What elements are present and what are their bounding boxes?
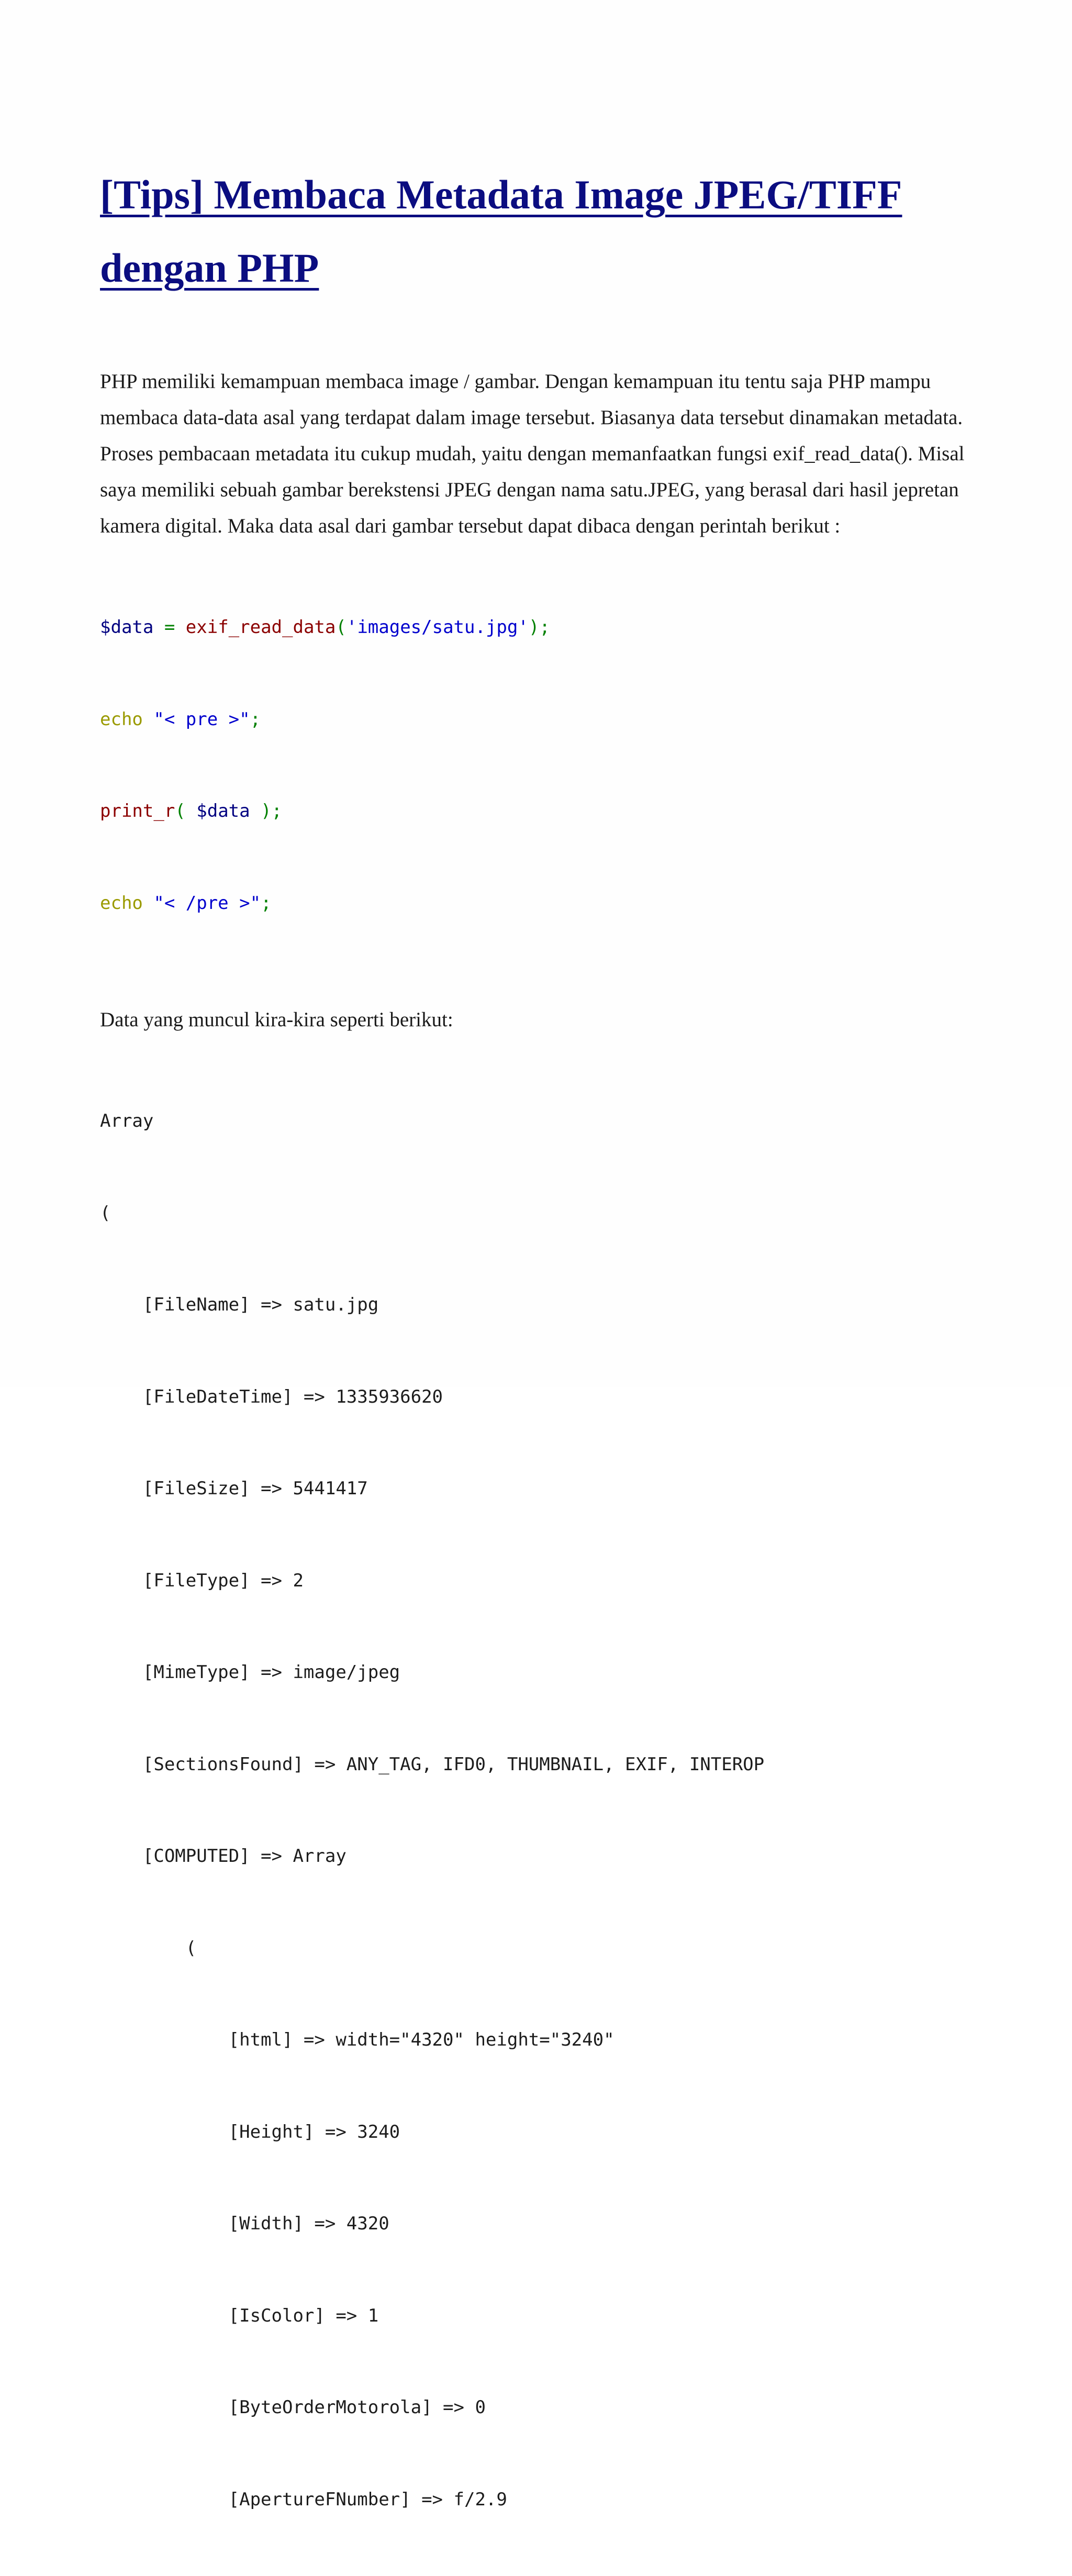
output-line: Array <box>100 1111 154 1131</box>
title-line-1: [Tips] Membaca Metadata Image JPEG/TIFF <box>100 172 902 217</box>
code-token: echo <box>100 708 143 730</box>
code-token: exif_read_data <box>185 617 336 638</box>
article-content <box>100 158 979 2576</box>
code-token: "< /pre >" <box>142 892 261 914</box>
php-code-block <box>100 551 979 980</box>
code-line-4 <box>100 888 979 919</box>
output-line: [SectionsFound] => ANY_TAG, IFD0, THUMBNAIL, EXIF, INTEROP <box>100 1753 765 1775</box>
output-line: [FileName] => satu.jpg <box>100 1294 379 1315</box>
output-line: ( <box>100 1937 197 1959</box>
code-token: $data <box>100 617 154 638</box>
output-line: [Height] => 3240 <box>100 2121 400 2142</box>
code-token: echo <box>100 892 143 914</box>
output-intro-text: Data yang muncul kira-kira seperti berikut: <box>100 1008 453 1031</box>
code-token: "< pre >" <box>142 708 250 730</box>
output-line: [FileDateTime] => 1335936620 <box>100 1386 443 1407</box>
code-line-3 <box>100 796 979 827</box>
output-block <box>100 1045 979 2576</box>
code-token: $data <box>196 801 250 821</box>
code-token: 'images/satu.jpg' <box>346 617 529 638</box>
code-token: = <box>153 617 186 638</box>
output-line: [ByteOrderMotorola] => 0 <box>100 2397 486 2418</box>
code-token: ); <box>250 801 283 821</box>
code-token: ( <box>175 801 197 821</box>
code-token: print_r <box>100 801 175 821</box>
output-line: [FileSize] => 5441417 <box>100 1478 368 1499</box>
output-line: [FileType] => 2 <box>100 1570 304 1591</box>
output-line: [ApertureFNumber] => f/2.9 <box>100 2489 507 2510</box>
code-token: ; <box>250 708 261 730</box>
title-line-2: dengan PHP <box>100 245 319 291</box>
code-line-2 <box>100 704 979 735</box>
article-title-link[interactable] <box>100 172 902 291</box>
output-line: [COMPUTED] => Array <box>100 1846 347 1867</box>
intro-paragraph: PHP memiliki kemampuan membaca image / gambar. Dengan kemampuan itu tentu saja PHP mampu membaca data-data asal yang terdapat dalam image tersebut. Biasanya data tersebut dinamakan metadata. Proses pembacaan metadata itu cukup mudah, yaitu dengan memanfaatkan fungsi exif_read_data(). Misal saya memiliki sebuah gambar berekstensi JPEG dengan nama satu.JPEG, yang berasal dari hasil jepretan kamera digital. Maka data asal dari gambar tersebut dapat dibaca dengan perintah berikut : <box>100 370 965 537</box>
code-token: ; <box>261 892 272 914</box>
output-line: ( <box>100 1202 111 1224</box>
output-line: [html] => width="4320" height="3240" <box>100 2029 615 2050</box>
output-line: [MimeType] => image/jpeg <box>100 1662 400 1683</box>
output-line: [IsColor] => 1 <box>100 2305 379 2326</box>
output-line: [Width] => 4320 <box>100 2213 389 2234</box>
code-token: ( <box>336 617 347 638</box>
article-title <box>100 158 979 305</box>
code-line-1 <box>100 612 979 643</box>
code-token: ); <box>528 617 550 638</box>
